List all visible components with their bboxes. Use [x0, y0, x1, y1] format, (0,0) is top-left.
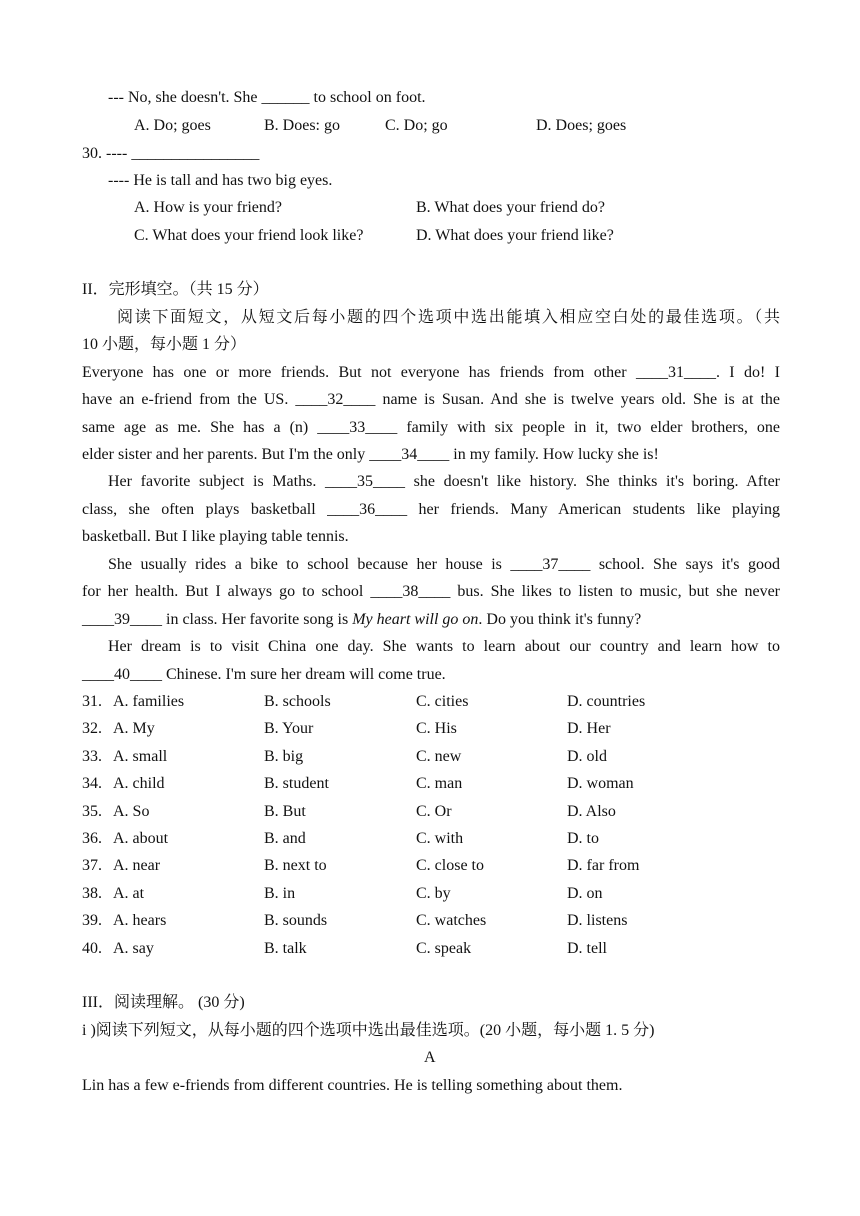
option-a: A. child: [113, 775, 165, 792]
passage-line: Everyone has one or more friends. But not everyone has friends from other ____31____. I do! I: [82, 364, 780, 381]
option-b: B. Your: [264, 720, 314, 737]
option-c: C. new: [416, 748, 462, 765]
q29-answer-line: --- No, she doesn't. She ______ to school on foot.: [108, 89, 426, 106]
option-c: C. with: [416, 830, 464, 847]
question-number: 34.: [82, 775, 102, 792]
option-a: A. families: [113, 693, 185, 710]
option-b: B. sounds: [264, 912, 328, 929]
passage-line: class, she often plays basketball ____36____ her friends. Many American students like playing: [82, 501, 780, 518]
option-b: B. schools: [264, 693, 331, 710]
option-d: D. on: [567, 885, 603, 902]
passage-line: She usually rides a bike to school because her house is ____37____ school. She says it's good: [108, 556, 780, 573]
option-d: D. far from: [567, 857, 640, 874]
option-d: D. countries: [567, 693, 646, 710]
q30-option-a: A. How is your friend?: [134, 199, 282, 216]
option-c: C. by: [416, 885, 451, 902]
q30-option-b: B. What does your friend do?: [416, 199, 605, 216]
question-number: 33.: [82, 748, 102, 765]
passage-label: A: [424, 1049, 436, 1066]
section2-instruction: 阅读下面短文，从短文后每小题的四个选项中选出能填入相应空白处的最佳选项。（共: [117, 309, 780, 326]
question-number: 38.: [82, 885, 102, 902]
option-d: D. to: [567, 830, 599, 847]
option-b: B. next to: [264, 857, 327, 874]
question-number: 31.: [82, 693, 102, 710]
q30-stem: 30. ---- ________________: [82, 145, 260, 162]
option-b: B. talk: [264, 940, 307, 957]
section3-instruction: i )阅读下列短文，从每小题的四个选项中选出最佳选项。(20 小题，每小题 1. 5 分): [82, 1022, 655, 1039]
option-a: A. say: [113, 940, 154, 957]
option-a: A. hears: [113, 912, 167, 929]
option-d: D. old: [567, 748, 607, 765]
section3-heading: III．阅读理解。 (30 分): [82, 994, 245, 1011]
passage-text: ____39____ in class. Her favorite song is: [82, 611, 353, 628]
section2-heading: II．完形填空。（共 15 分）: [82, 281, 269, 298]
option-b: B. But: [264, 803, 306, 820]
q30-answer-line: ---- He is tall and has two big eyes.: [108, 172, 333, 189]
q29-option-b: B. Does: go: [264, 117, 340, 134]
option-d: D. Her: [567, 720, 611, 737]
passage-text: . Do you think it's funny?: [478, 611, 642, 628]
question-number: 40.: [82, 940, 102, 957]
q29-option-c: C. Do; go: [385, 117, 448, 134]
option-d: D. woman: [567, 775, 634, 792]
option-a: A. small: [113, 748, 168, 765]
option-a: A. at: [113, 885, 145, 902]
passage-line: [82, 610, 641, 630]
question-number: 36.: [82, 830, 102, 847]
passage-line: same age as me. She has a (n) ____33____ family with six people in it, two elder brothers, one: [82, 419, 780, 436]
passage-line: Her favorite subject is Maths. ____35____ she doesn't like history. She thinks it's boring. After: [108, 473, 780, 490]
passage-line: Her dream is to visit China one day. She wants to learn about our country and learn how to: [108, 638, 780, 655]
option-c: C. man: [416, 775, 463, 792]
option-d: D. listens: [567, 912, 628, 929]
question-number: 35.: [82, 803, 102, 820]
option-c: C. speak: [416, 940, 472, 957]
option-d: D. tell: [567, 940, 607, 957]
option-b: B. and: [264, 830, 306, 847]
option-b: B. in: [264, 885, 296, 902]
option-d: D. Also: [567, 803, 616, 820]
passage-line: basketball. But I like playing table tennis.: [82, 528, 349, 545]
passage-line: elder sister and her parents. But I'm the only ____34____ in my family. How lucky she is!: [82, 446, 659, 463]
passage-line: ____40____ Chinese. I'm sure her dream will come true.: [82, 666, 446, 683]
question-number: 32.: [82, 720, 102, 737]
option-a: A. near: [113, 857, 161, 874]
passage-line: for her health. But I always go to school ____38____ bus. She likes to listen to music, but she never: [82, 583, 780, 600]
q29-option-a: A. Do; goes: [134, 117, 211, 134]
song-title: My heart will go on: [352, 611, 479, 628]
option-c: C. watches: [416, 912, 487, 929]
q29-option-d: D. Does; goes: [536, 117, 627, 134]
option-b: B. student: [264, 775, 329, 792]
question-number: 39.: [82, 912, 102, 929]
question-number: 37.: [82, 857, 102, 874]
option-c: C. His: [416, 720, 457, 737]
option-a: A. My: [113, 720, 155, 737]
section2-instruction-cont: 10 小题，每小题 1 分）: [82, 336, 247, 353]
option-c: C. cities: [416, 693, 469, 710]
passage-intro: Lin has a few e-friends from different countries. He is telling something about them.: [82, 1077, 623, 1094]
option-a: A. So: [113, 803, 150, 820]
option-a: A. about: [113, 830, 169, 847]
option-c: C. close to: [416, 857, 484, 874]
passage-line: have an e-friend from the US. ____32____ name is Susan. And she is twelve years old. She is at the: [82, 391, 780, 408]
option-b: B. big: [264, 748, 304, 765]
q30-option-c: C. What does your friend look like?: [134, 227, 364, 244]
option-c: C. Or: [416, 803, 452, 820]
q30-option-d: D. What does your friend like?: [416, 227, 614, 244]
